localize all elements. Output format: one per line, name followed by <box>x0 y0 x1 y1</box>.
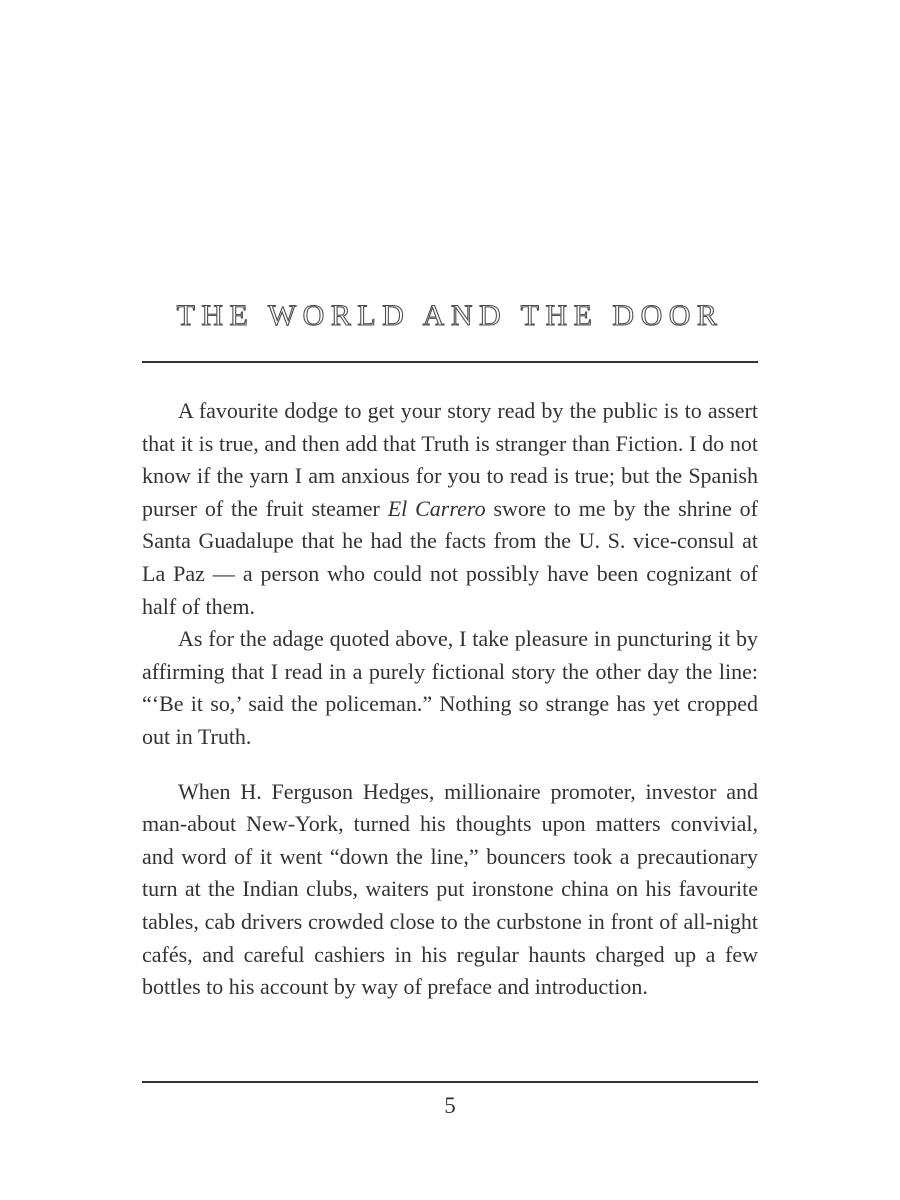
chapter-title: THE WORLD AND THE DOOR <box>176 299 724 332</box>
italic-text-segment: El Carrero <box>387 495 486 521</box>
footer-divider <box>142 1081 758 1083</box>
text-segment: When H. Ferguson Hedges, millionaire promoter, investor and man-about New-York, turned his thoughts upon matters convivial, and word of it went “down the line,” bouncers took a precautionary turn at the Indian clubs, waiters put ironstone china on his favourite tables, cab drivers crowded close to the curbstone in front of all-night cafés, and careful cashiers in his regular haunts charged up a few bottles to his account by way of preface and introduction. <box>142 778 758 1000</box>
text-segment: swore to me by the shrine of Santa Guadalupe that he had the facts from the U. S. vice-consul at La Paz — a person who could not possibly have been cognizant of half of them. <box>142 495 759 619</box>
page-footer <box>142 1081 758 1119</box>
text-segment: As for the adage quoted above, I take pleasure in puncturing it by affirming that I read in a purely fictional story the other day the line: “‘Be it so,’ said the policeman.” Nothing so strange has yet cropped out in Truth. <box>142 626 758 749</box>
text-column <box>142 300 758 1004</box>
paragraph <box>142 623 758 753</box>
paragraph <box>142 776 758 1004</box>
text-segment: A favourite dodge to get your story read by the public is to assert that it is true, and then add that Truth is stranger than Fiction. I do not know if the yarn I am anxious for you to read is true; but the Spanish purser of the fruit steamer <box>142 398 758 521</box>
page-number: 5 <box>444 1093 456 1118</box>
paragraph <box>142 395 758 623</box>
title-divider <box>142 361 758 363</box>
body-text <box>142 395 758 1004</box>
